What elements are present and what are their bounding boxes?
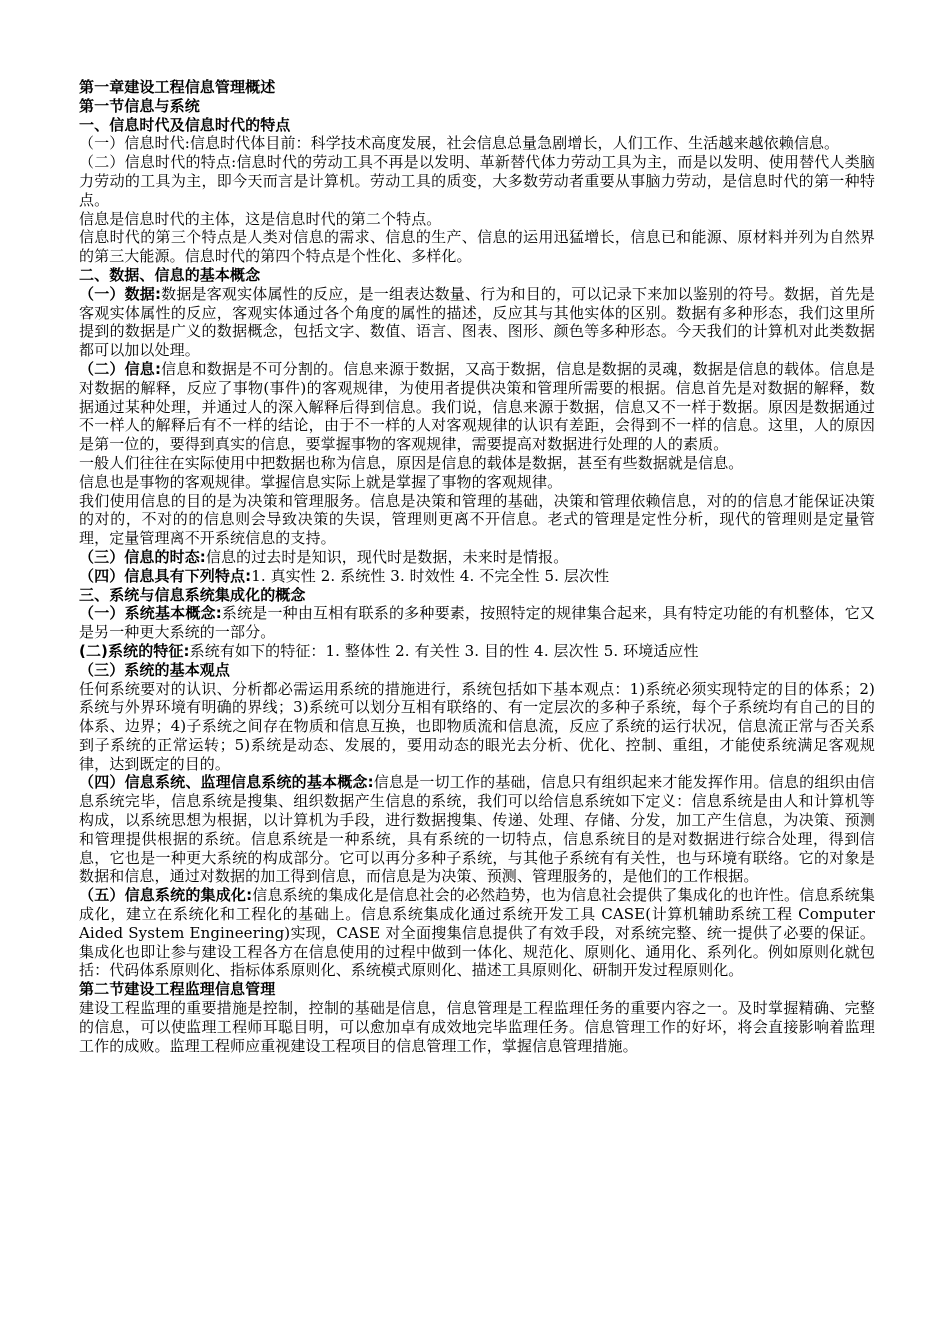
- heading-3: 三、系统与信息系统集成化的概念: [79, 585, 306, 604]
- heading-2: 二、数据、信息的基本概念: [79, 265, 261, 284]
- paragraph-15: [79, 773, 875, 886]
- heading-4: （三）系统的基本观点: [79, 660, 231, 679]
- paragraph-12: [79, 604, 875, 642]
- section-title-2: 第二节建设工程监理信息管理: [79, 980, 276, 999]
- paragraph-11: [79, 567, 875, 586]
- paragraph-8: 信息也是事物的客观规律。掌握信息实际上就是掌握了事物的客观规律。: [79, 472, 563, 491]
- paragraph-14: 任何系统要对的认识、分析都必需运用系统的措施进行，系统包括如下基本观点：1)系统必须实现特定的目的体系；2)系统与外界环境有明确的界线；3)系统可以划分互相有联络的、有一定层次的多种子系统，每个子系统均有自己的目的体系、边界；4)子系统之间存在物质和信息互换，也即物质流和信息流，反应了系统的运行状况，信息流正常与否关系到子系统的正常运转；5)系统是动态、发展的，要用动态的眼光去分析、优化、控制、重组，才能使系统满足客观规律，达到既定的目的。: [79, 679, 875, 773]
- paragraph-15-text: 信息是一切工作的基础，信息只有组织起来才能发挥作用。信息的组织由信息系统完毕，信息系统是搜集、组织数据产生信息的系统，我们可以给信息系统如下定义：信息系统是由人和计算机等构成，以系统思想为根据，以计算机为手段，进行数据搜集、传递、处理、存储、分发，加工产生信息，为决策、预测和管理提供根据的系统。信息系统是一种系统，具有系统的一切特点，信息系统目的是对数据进行综合处理，得到信息，它也是一种更大系统的构成部分。它可以再分多种子系统，与其他子系统有有关性，也与环境有联络。它的对象是数据和信息，通过对数据的加工得到信息，而信息是为决策、预测、管理服务的，是他们的工作根据。: [79, 773, 875, 886]
- paragraph-2: （二）信息时代的特点:信息时代的劳动工具不再是以发明、革新替代体力劳动工具为主，而是以发明、使用替代人类脑力劳动的工具为主，即今天而言是计算机。劳动工具的质变，大多数劳动者重要从事脑力劳动，是信息时代的第一种特点。: [79, 153, 875, 209]
- paragraph-4: 信息时代的第三个特点是人类对信息的需求、信息的生产、信息的运用迅猛增长，信息已和能源、原材料并列为自然界的第三大能源。信息时代的第四个特点是个性化、多样化。: [79, 228, 875, 266]
- paragraph-15-lead: （四）信息系统、监理信息系统的基本概念:: [79, 773, 374, 792]
- paragraph-17: 建设工程监理的重要措施是控制，控制的基础是信息，信息管理是工程监理任务的重要内容之一。及时掌握精确、完整的信息，可以使监理工程师耳聪目明，可以愈加卓有成效地完毕监理任务。信息管理工作的好坏，将会直接影响着监理工作的成败。监理工程师应重视建设工程项目的信息管理工作，掌握信息管理措施。: [79, 999, 875, 1055]
- chapter-title: 第一章建设工程信息管理概述: [79, 78, 276, 96]
- paragraph-10: [79, 548, 875, 567]
- paragraph-13: [79, 642, 875, 661]
- paragraph-3: 信息是信息时代的主体，这是信息时代的第二个特点。: [79, 209, 442, 228]
- paragraph-12-lead: （一）系统基本概念:: [79, 604, 222, 623]
- paragraph-6: [79, 360, 875, 454]
- paragraph-13-text: 系统有如下的特征：1. 整体性 2. 有关性 3. 目的性 4. 层次性 5. 环境适应性: [189, 641, 699, 660]
- paragraph-9: 我们使用信息的目的是为决策和管理服务。信息是决策和管理的基础，决策和管理依赖信息，对的的信息才能保证决策的对的，不对的的信息则会导致决策的失误，管理则更离不开信息。老式的管理是定性分析，现代的管理则是定量管理，定量管理离不开系统信息的支持。: [79, 491, 875, 548]
- paragraph-1: （一）信息时代:信息时代体目前：科学技术高度发展，社会信息总量急剧增长，人们工作、生活越来越依赖信息。: [79, 134, 840, 153]
- section-title-1: 第一节信息与系统: [79, 96, 200, 115]
- paragraph-6-text: 信息和数据是不可分割的。信息来源于数据，又高于数据，信息是数据的灵魂，数据是信息的载体。信息是对数据的解释，反应了事物(事件)的客观规律，为使用者提供决策和管理所需要的根据。信息首先是对数据的解释，数据通过某种处理，并通过人的深入解释后得到信息。我们说，信息来源于数据，信息又不一样于数据。原因是数据通过不一样人的解释后有不一样的结论，由于不一样的人对客观规律的认识有差距，会得到不一样的信息。这里，人的原因是第一位的，要得到真实的信息，要掌握事物的客观规律，需要提高对数据进行处理的人的素质。: [79, 359, 875, 454]
- paragraph-5-lead: （一）数据:: [79, 284, 162, 303]
- paragraph-7: 一般人们往往在实际使用中把数据也称为信息，原因是信息的载体是数据，甚至有些数据就是信息。: [79, 453, 744, 472]
- paragraph-16-text: 信息系统的集成化是信息社会的必然趋势，也为信息社会提供了集成化的也许性。信息系统集成化，建立在系统化和工程化的基础上。信息系统集成化通过系统开发工具 CASE(计算机辅助系统工程 Computer Aided System Engineering)实现，CASE 对全面搜集信息提供了有效手段，对系统完整、统一提供了必要的保证。集成化也即让参与建设工程各方在信息使用的过程中做到一体化、规范化、原则化、通用化、系列化。例如原则化就包括：代码体系原则化、指标体系原则化、系统模式原则化、描述工具原则化、研制开发过程原则化。: [79, 886, 876, 980]
- paragraph-11-text: 1. 真实性 2. 系统性 3. 时效性 4. 不完全性 5. 层次性: [251, 566, 610, 585]
- paragraph-11-lead: （四）信息具有下列特点:: [79, 566, 252, 585]
- paragraph-13-lead: (二)系统的特征:: [79, 641, 190, 660]
- paragraph-5: [79, 285, 875, 360]
- paragraph-6-lead: （二）信息:: [79, 359, 162, 378]
- paragraph-5-text: 数据是客观实体属性的反应，是一组表达数量、行为和目的，可以记录下来加以鉴别的符号。数据，首先是客观实体属性的反应，客观实体通过各个角度的属性的描述，反应其与其他实体的区别。数据有多种形态，我们这里所提到的数据是广义的数据概念，包括文字、数值、语言、图表、图形、颜色等多种形态。今天我们的计算机对此类数据都可以加以处理。: [79, 284, 875, 360]
- paragraph-12-text: 系统是一种由互相有联系的多种要素，按照特定的规律集合起来，具有特定功能的有机整体，它又是另一种更大系统的一部分。: [79, 604, 875, 642]
- heading-1: 一、信息时代及信息时代的特点: [79, 115, 291, 134]
- paragraph-10-lead: （三）信息的时态:: [79, 547, 206, 566]
- paragraph-16: [79, 886, 875, 980]
- document-page: [79, 78, 875, 1055]
- paragraph-10-text: 信息的过去时是知识，现代时是数据，未来时是情报。: [205, 547, 569, 566]
- paragraph-16-lead: （五）信息系统的集成化:: [79, 886, 253, 905]
